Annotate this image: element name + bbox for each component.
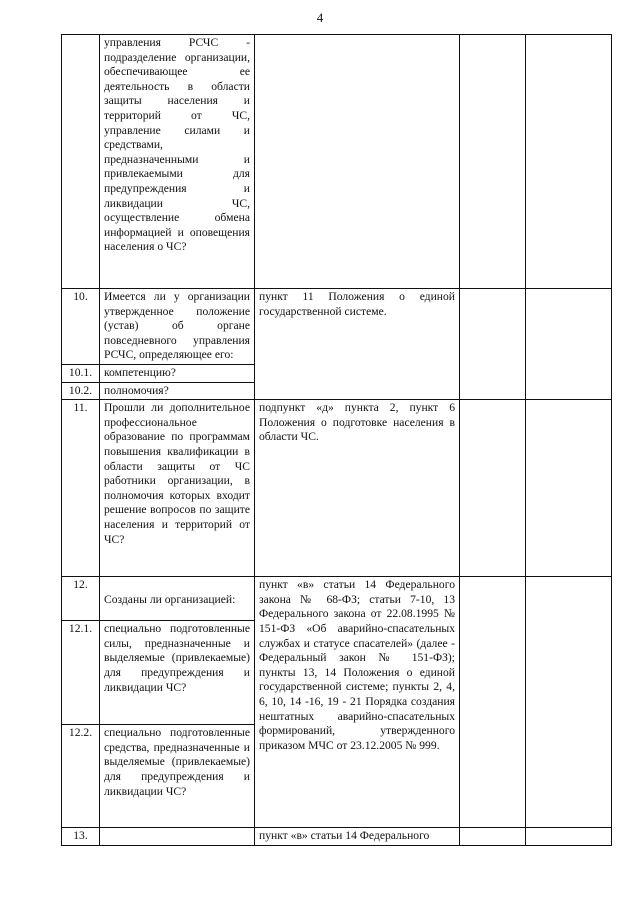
question-cell: полномочия? [100, 382, 255, 400]
reference-cell: подпункт «д» пункта 2, пункт 6 Положения о подготовке населения в области ЧС. [255, 400, 460, 577]
answer-cell[interactable] [460, 577, 526, 828]
answer-cell[interactable] [460, 828, 526, 846]
note-cell[interactable] [526, 289, 612, 400]
note-cell[interactable] [526, 828, 612, 846]
row-number: 10. [62, 289, 100, 365]
row-number: 12.2. [62, 725, 100, 828]
row-number: 11. [62, 400, 100, 577]
question-cell [100, 828, 255, 846]
answer-cell[interactable] [460, 289, 526, 400]
answer-cell[interactable] [460, 35, 526, 289]
reference-cell: пункт «в» статьи 14 Федерального закона № 68-ФЗ; статьи 7-10, 13 Федерального закона от 22.08.1995 № 151-ФЗ «Об аварийно-спасательных службах и статусе спасателей» (далее - Федеральный закон № 151-ФЗ); пункты 13, 14 Положения о единой государственной системе; пункты 2, 4, 6, 10, 14 -16, 19 - 21 Порядка создания нештатных аварийно-спасательных формирований, утвержденного приказом МЧС от 23.12.2005 № 999. [255, 577, 460, 828]
row-number: 10.1. [62, 365, 100, 383]
reference-cell [255, 35, 460, 289]
question-cell: специально подготовленные средства, предназначенные и выделяемые (привлекаемые) для предупреждения и ликвидации ЧС? [100, 725, 255, 828]
note-cell[interactable] [526, 35, 612, 289]
question-cell: Имеется ли у организации утвержденное положение (устав) об органе повседневного управления РСЧС, определяющее его: [100, 289, 255, 365]
table-row [62, 35, 612, 289]
reference-cell: пункт «в» статьи 14 Федерального [255, 828, 460, 846]
row-number: 12.1. [62, 621, 100, 725]
question-cell: Созданы ли организацией: [100, 577, 255, 621]
row-number: 10.2. [62, 382, 100, 400]
note-cell[interactable] [526, 577, 612, 828]
note-cell[interactable] [526, 400, 612, 577]
row-number [62, 35, 100, 289]
table-row [62, 828, 612, 846]
answer-cell[interactable] [460, 400, 526, 577]
question-cell: компетенцию? [100, 365, 255, 383]
page-number: 4 [316, 10, 324, 25]
table-row [62, 400, 612, 577]
table-row [62, 577, 612, 621]
question-cell: управления РСЧС - подразделение организации, обеспечивающее ее деятельность в области защиты населения и территорий от ЧС, управление силами и средствами, предназначенными и привлекаемыми для предупреждения и ликвидации ЧС, осуществление обмена информацией и оповещения населения о ЧС? [100, 35, 255, 289]
row-number: 12. [62, 577, 100, 621]
question-cell: Прошли ли дополнительное профессиональное образование по программам повышения квалификации в области защиты от ЧС работники организации, в полномочия которых входит решение вопросов по защите населения и территорий от ЧС? [100, 400, 255, 577]
checklist-table [61, 34, 612, 846]
question-cell: специально подготовленные силы, предназначенные и выделяемые (привлекаемые) для предупреждения и ликвидации ЧС? [100, 621, 255, 725]
table-row [62, 289, 612, 365]
reference-cell: пункт 11 Положения о единой государственной системе. [255, 289, 460, 400]
row-number: 13. [62, 828, 100, 846]
